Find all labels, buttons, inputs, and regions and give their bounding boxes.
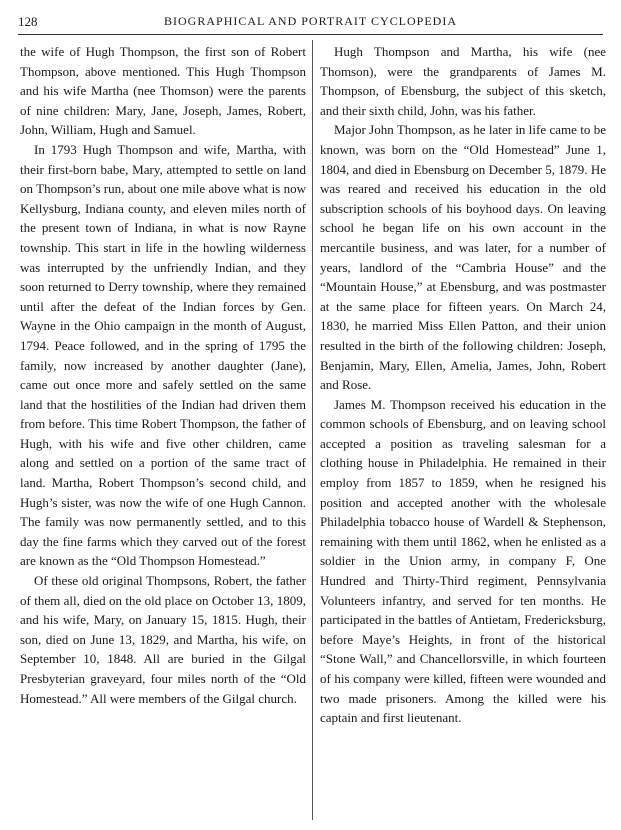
column-divider [312, 40, 313, 820]
paragraph: Of these old original Thompsons, Robert, the father of them all, died on the old place on October 13, 1809, and his wife, Mary, on January 15, 1815. Hugh, their son, died on June 13, 1829, and Martha, his wife, on September 10, 1848. All are buried in the Gilgal Presbyterian graveyard, four miles north of the “Old Homestead.” All were members of the Gilgal church. [20, 573, 306, 706]
paragraph: In 1793 Hugh Thompson and wife, Martha, with their first-born babe, Mary, attempted to settle on land on Thompson’s run, about one mile above what is now Kellysburg, Indiana county, and eleven miles north of the present town of Indiana, in what is now Rayne township. This start in life in the howling wilderness was interrupted by the unfriendly Indian, and they soon returned to Derry township, where they remained until after the defeat of the Indian forces by Gen. Wayne in the Ohio campaign in the month of August, 1794. Peace followed, and in the spring of 1795 the family, now increased by another daughter (Jane), came out once more and safely settled on the same land that the hostilities of the Indian had driven them from before. This time Robert Thompson, the father of Hugh, with his wife and five other children, came along and settled on a portion of the same tract of land. Martha, Robert Thompson’s second child, and Hugh’s sister, was now the wife of one Hugh Cannon. The family was now permanently settled, and to this day the fine farms which they carved out of the forest are known as the “Old Thompson Homestead.” [20, 141, 306, 569]
left-column [20, 42, 306, 708]
paragraph: Major John Thompson, as he later in life came to be known, was born on the “Old Homestead” June 1, 1804, and died in Ebensburg on December 5, 1879. He was reared and received his education in the old subscription schools of his boyhood days. On leaving school he began life on his own account in the mercantile business, and was later, for a number of years, landlord of the “Cambria House” and the “Mountain House,” at Ebensburg, and was postmaster at the same place for fifteen years. On March 24, 1830, he married Miss Ellen Patton, and their union resulted in the birth of the following children: Joseph, Benjamin, Mary, Ellen, Amelia, James, John, Robert and Rose. [320, 122, 606, 393]
paragraph: James M. Thompson received his education in the common schools of Ebensburg, and on leaving school accepted a position as traveling salesman for a clothing house in Philadelphia. He remained in their employ from 1857 to 1859, when he resigned his position and accepted another with the wholesale Philadelphia tobacco house of Wardell & Stephenson, remaining with them until 1862, when he enlisted as a soldier in the Union army, in company F, One Hundred and Thirty-Third regiment, Pennsylvania Volunteers infantry, and served for ten months. He participated in the battles of Antietam, Fredericksburg, before Maye’s Heights, in front of the historical “Stone Wall,” and Chancellorsville, in which fourteen of his company were killed, fifteen were wounded and two made prisoners. Among the killed were his captain and first lieutenant. [320, 396, 606, 726]
running-head: BIOGRAPHICAL AND PORTRAIT CYCLOPEDIA [164, 14, 457, 28]
paragraph: the wife of Hugh Thompson, the first son of Robert Thompson, above mentioned. This Hugh Thompson and his wife Martha (nee Thomson) were the parents of nine children: Mary, Jane, Joseph, James, Robert, John, William, Hugh and Samuel. [20, 44, 306, 138]
page-header [18, 10, 603, 30]
paragraph: Hugh Thompson and Martha, his wife (nee Thomson), were the grandparents of James M. Thompson, of Ebensburg, the subject of this sketch, and their sixth child, John, was his father. [320, 44, 606, 118]
header-rule [18, 34, 603, 35]
right-column [320, 42, 606, 728]
page-number: 128 [18, 14, 38, 29]
